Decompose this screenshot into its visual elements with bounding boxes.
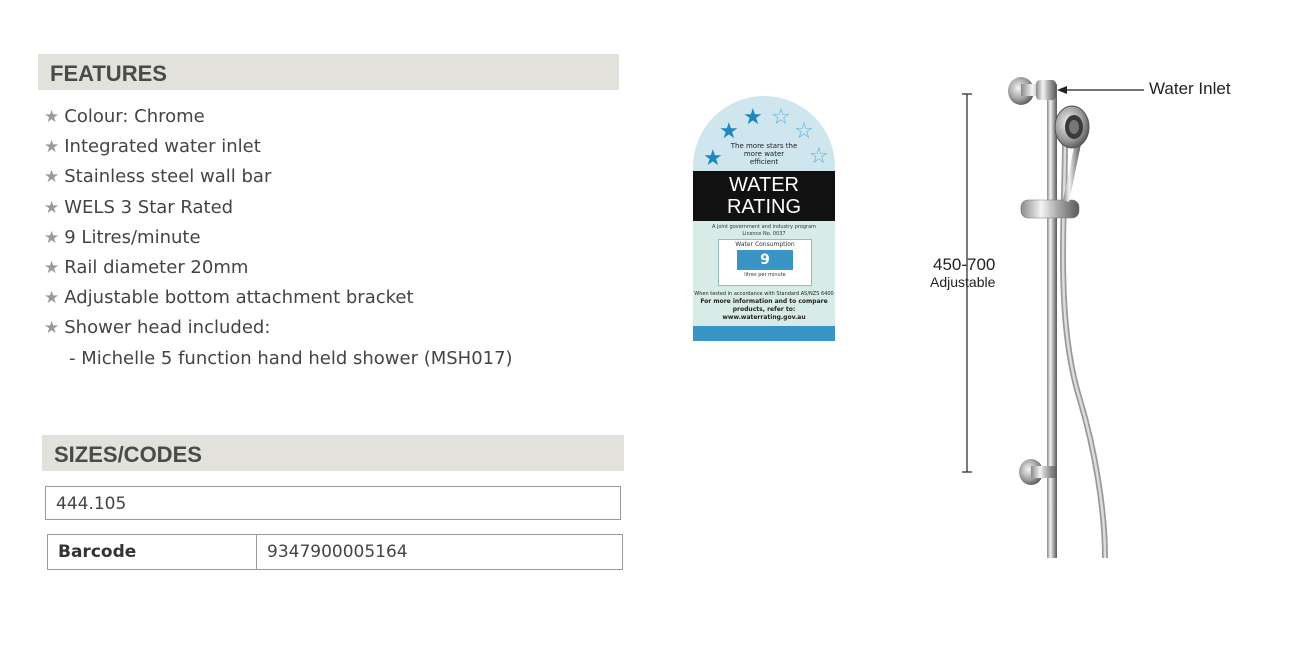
more-info: [693, 291, 835, 322]
star-outline-icon: ☆: [771, 105, 791, 130]
feature-text: 9 Litres/minute: [64, 226, 201, 248]
feature-text: Integrated water inlet: [64, 136, 261, 158]
program-text: A joint government and industry program: [711, 224, 817, 230]
consumption-label: Water Consumption: [735, 241, 795, 248]
features-list: [44, 102, 513, 374]
feature-item: [44, 283, 513, 313]
features-header: [38, 54, 619, 90]
rating-title-line2: RATING: [726, 196, 802, 218]
feature-item: [44, 223, 513, 253]
feature-sub-item: - Michelle 5 function hand held shower (MSH017): [69, 347, 513, 369]
rating-footer-bar: [693, 326, 835, 341]
sizes-heading: SIZES/CODES: [54, 442, 202, 467]
feature-text: Rail diameter 20mm: [64, 257, 249, 279]
star-outline-icon: ☆: [794, 119, 814, 144]
star-filled-icon: ★: [719, 119, 739, 144]
feature-text: Stainless steel wall bar: [64, 166, 272, 188]
rating-blurb: The more stars the more water efficient: [730, 142, 798, 166]
feature-item: [44, 132, 513, 162]
wels-water-rating-label: [693, 96, 835, 341]
dimension-label: 450-700: [933, 255, 996, 274]
feature-item: [44, 313, 513, 343]
star-icon: ★: [44, 318, 60, 339]
rail-shower-image: [915, 70, 1265, 570]
consumption-box: [718, 239, 812, 286]
feature-item: [44, 162, 513, 192]
licence-info: [693, 224, 835, 238]
standard-text: When tested in accordance with Standard AS/NZS 6400: [694, 291, 834, 297]
rating-title-line1: WATER: [729, 174, 799, 196]
consumption-unit: litres per minute: [744, 272, 786, 278]
consumption-value: 9: [737, 250, 793, 270]
feature-text: WELS 3 Star Rated: [64, 196, 234, 218]
water-inlet-label: Water Inlet: [1149, 79, 1231, 98]
rating-title: [693, 171, 835, 221]
star-filled-icon: ★: [743, 105, 763, 130]
feature-text: Colour: Chrome: [64, 106, 205, 127]
product-code: 444.105: [45, 486, 621, 520]
feature-item: [44, 253, 513, 283]
star-outline-icon: ☆: [809, 144, 829, 169]
star-icon: ★: [44, 258, 60, 279]
star-filled-icon: ★: [703, 146, 723, 171]
feature-text: Adjustable bottom attachment bracket: [64, 287, 414, 309]
features-heading: FEATURES: [50, 61, 167, 86]
star-icon: ★: [44, 288, 60, 309]
rail-shower-diagram: [915, 70, 1265, 570]
licence-text: Licence No. 0037: [742, 231, 786, 237]
feature-text: Shower head included:: [64, 317, 271, 339]
star-icon: ★: [44, 107, 60, 127]
star-icon: ★: [44, 197, 60, 218]
barcode-table: [47, 534, 623, 570]
more-info-text: For more information and to compare products, refer to:: [700, 298, 828, 313]
star-icon: ★: [44, 137, 60, 158]
feature-item: [44, 193, 513, 223]
barcode-label: Barcode: [48, 535, 257, 570]
table-row: [48, 535, 623, 570]
feature-item: [44, 102, 513, 132]
rating-details: [693, 221, 835, 326]
star-icon: ★: [44, 227, 60, 248]
dimension-note: Adjustable: [930, 274, 996, 290]
barcode-value: 9347900005164: [257, 535, 623, 570]
star-icon: ★: [44, 167, 60, 188]
sizes-header: [42, 435, 624, 471]
rating-url: www.waterrating.gov.au: [722, 314, 806, 321]
